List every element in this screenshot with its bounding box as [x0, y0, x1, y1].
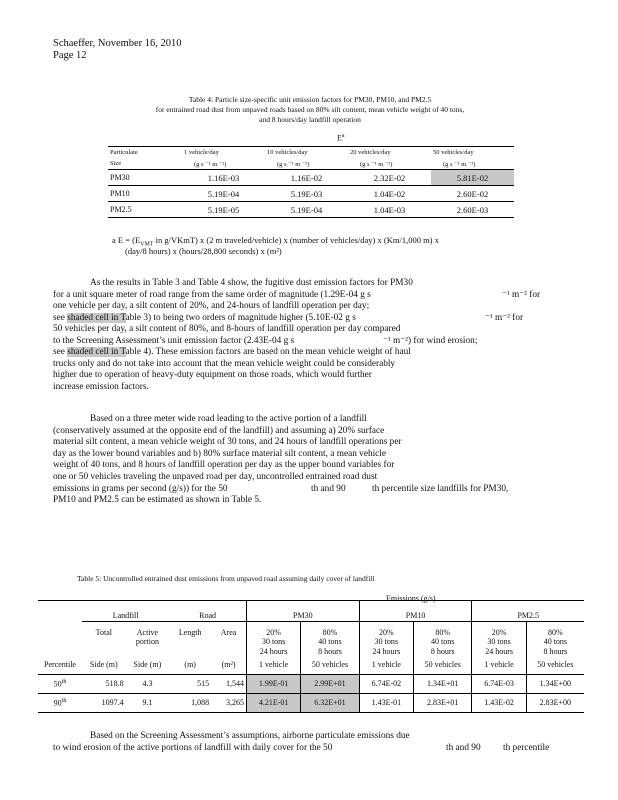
table4-col-1-vehicle: 1 vehicle/day — [182, 147, 265, 159]
table5-pm25-low-header — [472, 621, 526, 656]
para2-line2: (conservatively assumed at the opposite end of the landfill) and assuming a) 20% surface — [53, 426, 385, 436]
table4-footnote-a: a E = (E — [112, 235, 141, 245]
table4-caption-line2: for entrained road dust from unpaved roads based on 80% silt content, mean vehicle weight of 40 tons, — [155, 105, 465, 114]
table5-cell: 1,544 — [211, 674, 246, 693]
table5-cell: 9.1 — [126, 693, 170, 712]
table5-cell: 2.83E+01 — [413, 693, 471, 712]
para1-line7 — [53, 347, 411, 358]
page-number: Page 12 — [53, 50, 87, 61]
silt-80: 80% — [322, 627, 338, 637]
pct-sup: th — [61, 697, 67, 704]
table4-units-1: (g s ⁻¹ m ⁻²) — [194, 160, 227, 168]
table4-col-20-vehicles: 20 vehicles/day — [348, 147, 431, 159]
para1-line6: to the Screening Assessment’s unit emission factor (2.43E-04 g s — [53, 336, 295, 346]
table5-emissions-header: Emissions (g/s) — [386, 594, 436, 603]
para1-line4-tail: ⁻¹ m⁻² for — [485, 313, 524, 323]
table4-cell: 2.32E-02 — [348, 170, 431, 186]
table5-pm30-high-header — [301, 621, 359, 656]
table4-group-header-text: E — [337, 133, 342, 143]
table5-cell: 6.74E-03 — [472, 674, 526, 693]
para3-line2-tail: th and 90 — [446, 743, 481, 753]
para3-line2-end: th percentile — [503, 743, 550, 753]
table5-unit-active-side: Side (m) — [126, 656, 170, 674]
para1-line2: for a unit square meter of road range from the same order of magnitude (1.29E-04 g s — [53, 290, 371, 300]
table4-caption-line3: and 8 hours/day landfill operation — [259, 115, 361, 124]
para1-line10: increase emission factors. — [53, 382, 149, 392]
table5-unit-pm10-1: 1 vehicle — [359, 656, 413, 674]
table5-unit-pm25-50: 50 vehicles — [526, 656, 584, 674]
para1-line6-tail: ⁻¹ m⁻²) for wind erosion; — [383, 336, 478, 346]
silt-20: 20% — [379, 627, 394, 637]
table4-col-10-vehicles: 10 vehicles/day — [265, 147, 348, 159]
table4-footnote-sub: VMT — [140, 241, 154, 248]
para1-line7-pre: see — [53, 347, 68, 357]
table5-unit-length: (m) — [169, 656, 211, 674]
table4-footnote-line2: (day/8 hours) x (hours/28,800 seconds) x (m²) — [125, 246, 282, 256]
para2-line5: weight of 40 tons, and 8 hours of landfill operation per day as the upper bound variables for — [53, 460, 395, 470]
silt-20: 20% — [491, 627, 507, 637]
hours-8: 8 hours — [543, 646, 568, 656]
table4-cell: 1.04E-03 — [348, 202, 431, 218]
table4-group-header — [337, 133, 345, 143]
table5-unit-pm30-50: 50 vehicles — [301, 656, 359, 674]
para3-line2: to wind erosion of the active portions of landfill with daily cover for the 50 — [53, 743, 333, 753]
silt-80: 80% — [548, 627, 563, 637]
table5-pm10-high-header — [413, 621, 471, 656]
table5-cell: 6.74E-02 — [359, 674, 413, 693]
table5-cell: 3,265 — [211, 693, 246, 712]
table4-cell-shaded: 5.81E-02 — [431, 170, 514, 186]
table5-portion-text: portion — [135, 637, 159, 646]
para2-line7-mid: th and 90 — [311, 484, 346, 494]
pct-value: 90 — [53, 698, 62, 708]
para1-line4-pre: see — [53, 313, 68, 323]
table5-landfill-header: Landfill — [82, 601, 169, 622]
table5-area-header: Area — [220, 627, 237, 637]
table5-pm30-header: PM30 — [246, 601, 359, 622]
para1-line3: one vehicle per day, a silt content of 20%, and 24-hours of landfill operation per day; — [53, 301, 370, 311]
table4 — [108, 146, 514, 218]
table5-cell: 4.3 — [126, 674, 170, 693]
table5-total-header: Total — [95, 627, 112, 637]
table5 — [38, 600, 584, 713]
tons-30: 30 tons — [487, 637, 511, 646]
table5-cell: 515 — [169, 674, 211, 693]
table5-cell-shaded: 1.99E-01 — [246, 674, 300, 693]
table4-cell: 1.16E-02 — [265, 170, 348, 186]
para1-line8: trucks only and do not take into account that the mean vehicle weight could be considerably — [53, 359, 396, 369]
tons-40: 40 tons — [318, 637, 342, 646]
table4-cell: 5.19E-05 — [182, 202, 265, 218]
table4-cell: 1.04E-02 — [348, 186, 431, 202]
table5-pm25-high-header — [526, 621, 584, 656]
table5-active-text: Active — [136, 627, 159, 637]
silt-80: 80% — [435, 627, 451, 637]
table5-cell-shaded: 4.21E-01 — [246, 693, 300, 712]
para1-line5: 50 vehicles per day, a silt content of 80%, and 8-hours of landfill operation per day compared — [53, 324, 401, 334]
table4-cell: 2.60E-03 — [431, 202, 514, 218]
table5-pct — [38, 674, 82, 693]
silt-20: 20% — [266, 627, 281, 637]
table4-group-header-sup: a — [341, 133, 345, 139]
table5-cell: 1097.4 — [82, 693, 126, 712]
table5-cell-shaded: 2.99E+01 — [301, 674, 359, 693]
table4-cell: 5.19E-04 — [182, 186, 265, 202]
hours-24: 24 hours — [485, 646, 513, 656]
table4-units-3: (g s ⁻¹ m ⁻²) — [360, 160, 393, 168]
table5-cell-shaded: 6.32E+01 — [301, 693, 359, 712]
tons-40: 40 tons — [543, 637, 568, 646]
page-header-author-date: Schaeffer, November 16, 2010 — [53, 38, 182, 49]
para1-shaded-cell-ref: shaded cell in T — [67, 313, 126, 323]
table5-unit-pm30-1: 1 vehicle — [246, 656, 300, 674]
para2-line7-tail: th percentile size landfills for PM30, — [372, 484, 509, 494]
table5-length-header: Length — [178, 627, 202, 637]
table5-caption: Table 5: Uncontrolled entrained dust emissions from unpaved road assuming daily cover of landfill — [77, 574, 375, 583]
table5-cell: 1.34E+01 — [413, 674, 471, 693]
pct-sup: th — [61, 678, 67, 685]
table5-cell: 1.34E+00 — [526, 674, 584, 693]
table4-units-2: (g s ⁻¹ m ⁻²) — [277, 160, 310, 168]
table5-unit-pm25-1: 1 vehicle — [472, 656, 526, 674]
para2-line1: Based on a three meter wide road leading to the active portion of a landfill — [90, 414, 367, 424]
table4-units-4: (g s ⁻¹ m ⁻²) — [443, 160, 476, 168]
tons-30: 30 tons — [261, 637, 286, 646]
table5-cell: 1,088 — [169, 693, 211, 712]
table4-row-label: PM10 — [108, 186, 182, 202]
para2-line8: PM10 and PM2.5 can be estimated as shown in Table 5. — [53, 495, 262, 505]
para1-line1: As the results in Table 3 and Table 4 show, the fugitive dust emission factors for PM30 — [90, 278, 413, 288]
table5-unit-pm10-50: 50 vehicles — [413, 656, 471, 674]
hours-24: 24 hours — [259, 646, 288, 656]
table4-col-50-vehicles: 50 vehicles/day — [431, 147, 514, 159]
hours-8: 8 hours — [318, 646, 342, 656]
table5-pm10-low-header — [359, 621, 413, 656]
para2-line6: one or 50 vehicles traveling the unpaved road per day, uncontrolled entrained road dust — [53, 472, 378, 482]
table4-row-label: PM30 — [108, 170, 182, 186]
para1-line7-post: able 4). These emission factors are based on the mean vehicle weight of haul — [125, 347, 411, 357]
para2-line7: emissions in grams per second (g/s)) for the 50 — [53, 484, 228, 494]
tons-40: 40 tons — [431, 637, 455, 646]
para1-line4 — [53, 313, 356, 324]
table-row — [38, 693, 584, 712]
table5-cell: 2.83E+00 — [526, 693, 584, 712]
para1-shaded-cell-ref-2: shaded cell in T — [67, 347, 126, 357]
para1-line2-tail: ⁻¹ m⁻² for — [502, 290, 541, 300]
table4-cell: 1.16E-03 — [182, 170, 265, 186]
table5-pm30-low-header — [246, 621, 300, 656]
table4-col-particulate: Particulate — [108, 147, 182, 159]
table4-cell: 5.19E-04 — [265, 202, 348, 218]
pct-value: 50 — [53, 679, 62, 689]
para2-line3: material silt content, a mean vehicle weight of 30 tons, and 24 hours of landfill operations per — [53, 437, 402, 447]
table-row — [38, 674, 584, 693]
hours-24: 24 hours — [372, 646, 401, 656]
table5-cell: 1.43E-01 — [359, 693, 413, 712]
table5-pct — [38, 693, 82, 712]
para1-line9: higher due to operation of heavy-duty equipment on those roads, which would further — [53, 370, 372, 380]
table4-col-size: Size — [110, 160, 122, 167]
table5-pm25-header: PM2.5 — [472, 601, 584, 622]
table5-road-header: Road — [169, 601, 246, 622]
table5-pm10-header: PM10 — [359, 601, 472, 622]
hours-8: 8 hours — [430, 646, 455, 656]
table5-unit-area: (m²) — [211, 656, 246, 674]
table4-caption-line1: Table 4: Particle size-specific unit emission factors for PM30, PM10, and PM2.5 — [188, 95, 432, 104]
table4-row-label: PM2.5 — [108, 202, 182, 218]
para3-line1: Based on the Screening Assessment’s assumptions, airborne particulate emissions due — [90, 731, 410, 741]
table5-unit-total-side: Side (m) — [82, 656, 126, 674]
table5-cell: 518.8 — [82, 674, 126, 693]
table4-cell: 5.19E-03 — [265, 186, 348, 202]
para1-line4-post: able 3) to being two orders of magnitude higher (5.10E-02 g s — [125, 313, 356, 323]
table4-cell: 2.60E-02 — [431, 186, 514, 202]
table5-unit-percentile: Percentile — [38, 656, 82, 674]
table4-footnote-b: in g/VKmT) x (2 m traveled/vehicle) x (number of vehicles/day) x (Km/1,000 m) x — [153, 235, 439, 245]
table5-active-header — [126, 621, 170, 656]
table5-cell: 1.43E-02 — [472, 693, 526, 712]
tons-30: 30 tons — [374, 637, 399, 646]
para2-line4: day as the lower bound variables and b) 80% surface material silt content, a mean vehicle — [53, 449, 387, 459]
